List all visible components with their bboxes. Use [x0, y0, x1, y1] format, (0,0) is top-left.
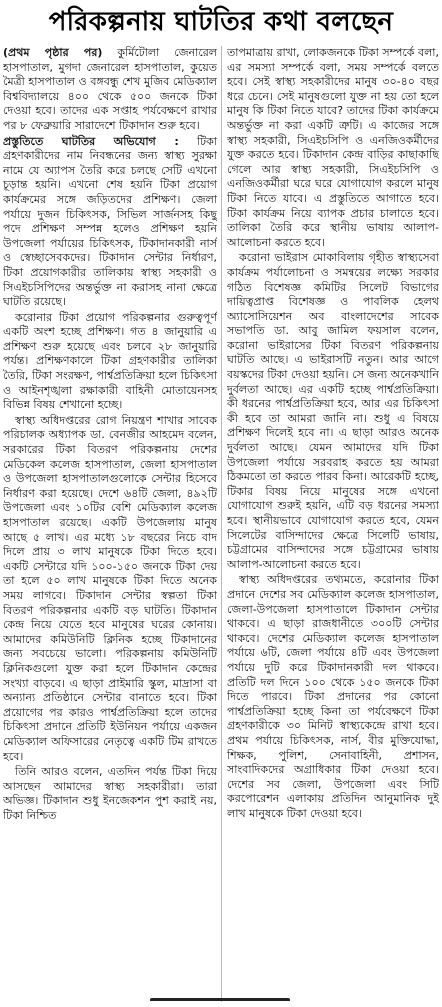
paragraph-text: তাপমাত্রায় রাখা, লোকজনকে টিকা সম্পর্কে বলা, এর সমস্যা সম্পর্কে বলা, সময় সম্পর্কে বলতে হবে। সেই স্বাস্থ্য সহকারীদের মানুষ ৩০-৪০ বছর ধরে চেনে। সেই মানুষগুলো যুক্ত না হয় তো হলে মানুষ কি টিকা নিতে যাবে? তাদের টিকা কার্যক্রমে অন্তর্ভুক্ত না করা একটি ত্রুটি। এ কাজের সঙ্গে স্বাস্থ্য সহকারী, সিএইচসিপি ও এনজিওকর্মীদের যুক্ত করতে হবে। টিকাদান কেন্দ্র বাড়ির কাছাকাছি গেলে আর স্বাস্থ্য সহকারী, সিএইচসিপি ও এনজিওকর্মীরা ঘরে ঘরে যোগাযোগ করলে মানুষ টিকা নিতে যাবে। এ প্রস্তুতিতে আগাতে হবে। টিকা কার্যক্রম নিয়ে ব্যাপক প্রচার চালাতে হবে। তালিকা তৈরি করে স্থানীয় ভাষায় আলাপ-আলোচনা করতে হবে। [227, 46, 439, 249]
article-paragraph [3, 46, 217, 134]
article-paragraph [3, 135, 217, 310]
right-column [227, 46, 439, 1002]
article-paragraph [3, 765, 217, 823]
continuation-marker: (প্রথম পৃষ্ঠার পর) [3, 46, 103, 59]
paragraph-text: কুর্মিটোলা জেনারেল হাসপাতাল, মুগদা জেনারেল হাসপাতাল, কুয়েত মৈত্রী হাসপাতাল ও বঙ্গবন্ধু শেখ মুজিব মেডিক্যাল বিশ্ববিদ্যালয়ে ৪০০ থেকে ৫০০ জনকে টিকা দেওয়া হবে। তাদের এক সপ্তাহ পর্যবেক্ষণে রাখার পর ৮ ফেব্রুয়ারি সারাদেশে টিকাদান শুরু হবে। [3, 46, 217, 132]
cropped-headline-fragment [150, 998, 290, 1007]
paragraph-text: স্বাস্থ্য অধিদপ্তরের রোগ নিয়ন্ত্রণ শাখার সাবেক পরিচালক অধ্যাপক ডা. বেনজীর আহমেদ বলেন, সরকারের টিকা বিতরণ পরিকল্পনায় দেশের মেডিকেল কলেজ হাসপাতাল, জেলা হাসপাতাল ও উপজেলা হাসপাতালগুলোকে সেন্টার হিসেবে নির্ধারণ করা হয়েছে। দেশে ৬৪টি জেলা, ৪৯২টি উপজেলা এবং ১০টির বেশি মেডিক্যাল কলেজ হাসপাতাল রয়েছে। একটি উপজেলায় মানুষ আছে ৫ লাখ। এর মধ্যে ১৮ বছরের নিচে বাদ দিলে প্রায় ৩ লাখ মানুষকে টিকা দিতে হবে। একটি সেন্টারে যদি ১০০-১৫০ জনকে টিকা দেয় তা হলে ৫০ লাখ মানুষকে টিকা দিতে অনেক সময় লাগবে। টিকাদান সেন্টার স্বল্পতা টিকা বিতরণ পরিকল্পনার একটি বড় ঘাটতি। টিকাদান কেন্দ্র নিয়ে যেতে হবে মানুষের ঘরের কোনায়। আমাদের কমিউনিটি ক্লিনিক হচ্ছে টিকাদানের জন্য সবচেয়ে ভালো। পরিকল্পনায় কমিউনিটি ক্লিনিকগুলো যুক্ত করা হলে টিকাদান কেন্দ্রের সংখ্যা বাড়বে। এ ছাড়া প্রাইমারি স্কুল, মাদ্রাসা বা অন্যান্য প্রতিষ্ঠানে সেন্টার বানাতে হবে। টিকা প্রয়োগের পর কারও পার্শ্বপ্রতিক্রিয়া হলে তাদের চিকিৎসা প্রদানে প্রতিটি ইউনিয়ন পর্যায়ে একজন মেডিক্যাল অফিসারের নেতৃত্বে একটি টিম রাখতে হবে। [3, 413, 217, 763]
cropped-next-headline [0, 994, 442, 1007]
paragraph-text: স্বাস্থ্য অধিদপ্তরের তথ্যমতে, করোনার টিকা প্রদানে দেশের সব মেডিক্যাল কলেজ হাসপাতাল, জেলা-উপজেলা হাসপাতালে টিকাদান সেন্টার থাকবে। এ ছাড়া রাজধানীতে ৩০০টি সেন্টার থাকবে। দেশের মেডিক্যাল কলেজ হাসপাতাল পর্যায়ে ৬টি, জেলা পর্যায়ে ৪টি এবং উপজেলা পর্যায়ে দুটি করে টিকাদানকারী দল থাকবে। প্রতিটি দল দিনে ১০০ থেকে ১৫০ জনকে টিকা দিতে পারবে। টিকা প্রদানের পর কোনো পার্শ্বপ্রতিক্রিয়া হচ্ছে কিনা তা পর্যবেক্ষণে টিকা গ্রহণকারীকে ৩০ মিনিট স্বাস্থ্যকেন্দ্রে রাখা হবে। প্রথম পর্যায়ে চিকিৎসক, নার্স, বীর মুক্তিযোদ্ধা, শিক্ষক, পুলিশ, সেনাবাহিনী, প্রশাসন, সাংবাদিকদের অগ্রাধিকার টিকা দেওয়া হবে। দেশের সব জেলা, উপজেলা এবং সিটি করপোরেশন এলাকায় প্রতিদিন আনুমানিক দুই লাখ মানুষকে টিকা দেওয়া হবে। [227, 573, 439, 820]
article-paragraph [227, 573, 439, 821]
paragraph-text: তিনি আরও বলেন, এতদিন পর্যন্ত টিকা দিয়ে আসছেন আমাদের স্বাস্থ্য সহকারীরা। তারা অভিজ্ঞ। টিকাদান শুধু ইনজেকশন পুশ করাই নয়, টিকা নিশ্চিত [3, 765, 217, 822]
left-column [3, 46, 217, 1002]
article-paragraph [227, 46, 439, 250]
article-paragraph [3, 414, 217, 764]
headline: পরিকল্পনায় ঘাটতির কথা বলছেন [48, 7, 394, 37]
column-divider [221, 46, 222, 1002]
article-paragraph [3, 311, 217, 413]
paragraph-text: করোনার টিকা প্রয়োগ পরিকল্পনার গুরুত্বপূর্ণ একটি অংশ হচ্ছে প্রশিক্ষণ। গত ৪ জানুয়ারি এ প্রশিক্ষণ শুরু হয়েছে এবং চলবে ২৮ জানুয়ারি পর্যন্ত। প্রশিক্ষণকালে টিকা গ্রহণকারীর তালিকা তৈরি, টিকা সংরক্ষণ, পার্শ্বপ্রতিক্রিয়া হলে চিকিৎসা ও আইনশৃঙ্খলা রক্ষাকারী বাহিনী মোতায়েনসহ বিভিন্ন বিষয় শেখানো হচ্ছে। [3, 310, 217, 412]
paragraph-text: করোনা ভাইরাস মোকাবিলায় গৃহীত স্বাস্থ্যসেবা কার্যক্রম পর্যালোচনা ও সমন্বয়ের লক্ষ্যে সরকার গঠিত বিশেষজ্ঞ কমিটির সিলেট বিভাগের দায়িত্বপ্রাপ্ত বিশেষজ্ঞ ও পাবলিক হেলথ অ্যাসোসিয়েশন অব বাংলাদেশের সাবেক সভাপতি ডা. আবু জামিল ফয়সাল বলেন, করোনা ভাইরাসের টিকা বিতরণ পরিকল্পনায় ঘাটতি আছে। এ ভাইরাসটি নতুন। আর আগে বয়স্কদের টিকা দেওয়া হয়নি। সে জন্য অনেকখানি দুর্বলতা আছে। এর একটি হচ্ছে পার্শ্বপ্রতিক্রিয়া। কী ধরনের পার্শ্বপ্রতিক্রিয়া হবে, আর এর চিকিৎসা কী হবে তা আমরা জানি না। শুধু এ বিষয়ে প্রশিক্ষণ দিলেই হবে না। এ ছাড়া আরও অনেক দুর্বলতা আছে। যেমন আমাদের যদি টিকা উপজেলা পর্যায়ে সরবরাহ করতে হয় আমরা ঠিকমতো তা করতে পারব কিনা। আরেকটি হচ্ছে, টিকার বিষয় নিয়ে মানুষের সঙ্গে এখনো যোগাযোগ শুরুই হয়নি, এটি বড় ধরনের সমস্যা হবে। স্থানীয়ভাবে যোগাযোগ করতে হবে, যেমন সিলেটের বাসিন্দাদের ক্ষেত্রে সিলেটি ভাষায়, চট্টগ্রামের বাসিন্দাদের সঙ্গে চট্টগ্রামের ভাষায় আলাপ-আলোচনা করতে হবে। [227, 251, 439, 571]
article-paragraph [227, 251, 439, 572]
section-subheading: প্রস্তুতিতে ঘাটতির অভিযোগ : [3, 134, 179, 148]
paragraph-text: টিকা গ্রহণকারীদের নাম নিবন্ধনের জন্য স্বাস্থ্য সুরক্ষা নামে যে অ্যাপস তৈরি করে চলছে সেটি এখনো চূড়ান্ত হয়নি। এখনো শেষ হয়নি টিকা প্রয়োগ কার্যক্রমের সঙ্গে জড়িতদের প্রশিক্ষণ। জেলা পর্যায়ে দুজন চিকিৎসক, সিভিল সার্জনসহ কিছু পদে প্রশিক্ষণ সম্পন্ন হলেও প্রশিক্ষণ হয়নি উপজেলা পর্যায়ের চিকিৎসক, টিকাদানকারী নার্স ও স্বেচ্ছাসেবকদের। টিকাদান সেন্টার নির্ধারণ, টিকা প্রয়োগকারীর তালিকায় স্বাস্থ্য সহকারী ও সিএইচসিপিদের অন্তর্ভুক্ত না করাসহ নানা ক্ষেত্রে ঘাটতি রয়েছে। [3, 134, 217, 309]
